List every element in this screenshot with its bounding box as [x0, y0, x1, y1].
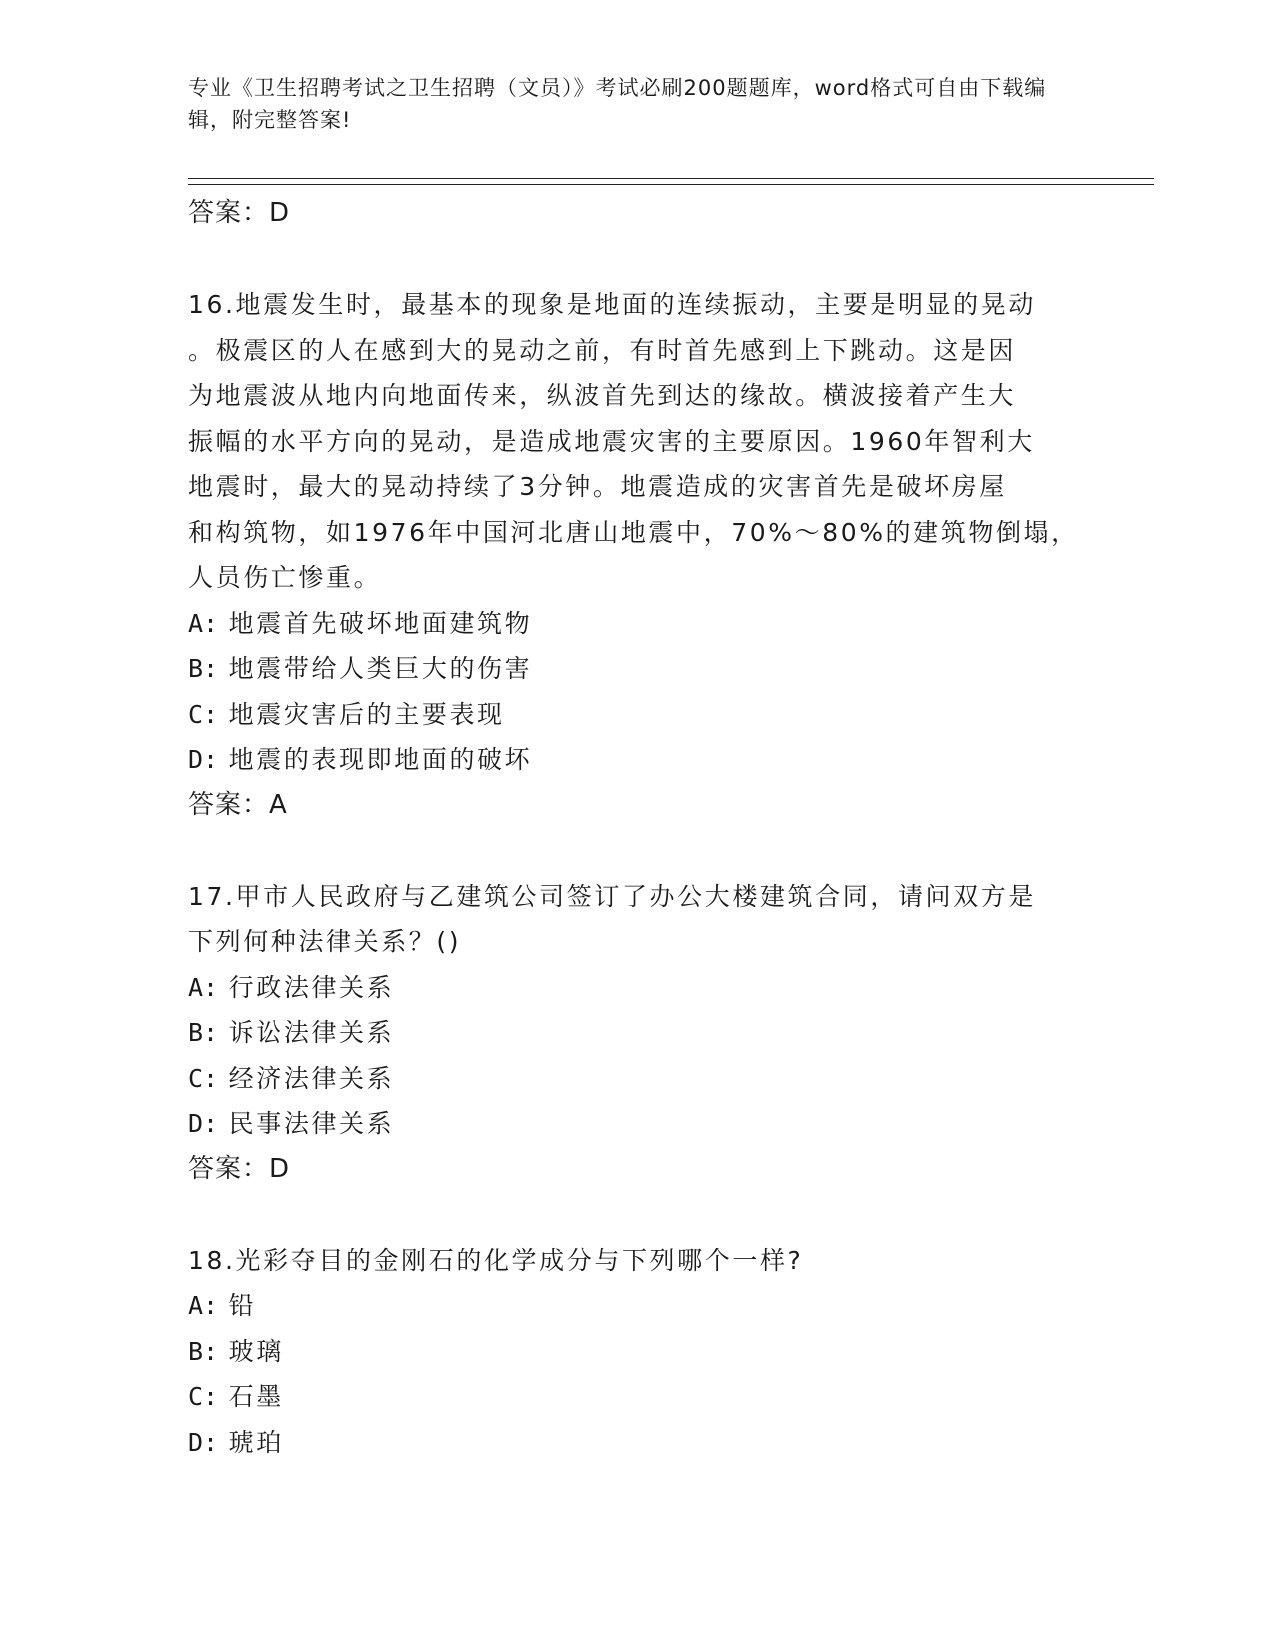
question-text-line: 16.地震发生时，最基本的现象是地面的连续振动，主要是明显的晃动: [188, 290, 1036, 319]
option-d: [188, 1101, 1088, 1147]
option-letter: C:: [188, 699, 219, 729]
question-text-line: 为地震波从地内向地面传来，纵波首先到达的缘故。横波接着产生大: [188, 381, 1017, 410]
option-d: [188, 737, 1088, 783]
option-letter: C:: [188, 1382, 219, 1411]
option-b: [188, 646, 1088, 692]
header-rule-top: [188, 178, 1154, 179]
option-text: 地震的表现即地面的破坏: [228, 745, 533, 774]
question-text-line: 振幅的水平方向的晃动，是造成地震灾害的主要原因。1960年智利大: [188, 426, 1035, 456]
option-text: 地震带给人类巨大的伤害: [228, 654, 533, 683]
option-b: [188, 1329, 1088, 1375]
header-rule-bottom: [188, 184, 1154, 185]
option-letter: B:: [188, 1336, 219, 1366]
option-letter: D:: [188, 745, 219, 774]
option-text: 琥珀: [228, 1427, 284, 1457]
spacer: [188, 828, 1088, 874]
option-b: [188, 1010, 1088, 1056]
question-text-line: 地震时，最大的晃动持续了3分钟。地震造成的灾害首先是破坏房屋: [188, 472, 1007, 501]
option-letter: D:: [188, 1109, 219, 1138]
option-text: 民事法律关系: [228, 1109, 395, 1138]
question-text-line: 和构筑物，如1976年中国河北唐山地震中，70%～80%的建筑物倒塌，: [188, 517, 1079, 547]
option-letter: A:: [188, 1291, 219, 1320]
document-body: [188, 191, 1088, 1465]
option-a: [188, 1283, 1088, 1329]
option-text: 行政法律关系: [228, 972, 395, 1002]
question-text-line: 18.光彩夺目的金刚石的化学成分与下列哪个一样?: [188, 1245, 804, 1275]
question-text-line: 。极震区的人在感到大的晃动之前，有时首先感到上下跳动。这是因: [188, 335, 1017, 365]
option-a: [188, 965, 1088, 1011]
option-text: 地震灾害后的主要表现: [228, 699, 505, 729]
answer-label: 答案：A: [188, 789, 288, 820]
option-letter: A:: [188, 972, 219, 1002]
option-text: 石墨: [228, 1382, 284, 1411]
question-18: [188, 1238, 1088, 1466]
option-text: 诉讼法律关系: [228, 1018, 395, 1047]
question-16: [188, 282, 1088, 828]
option-c: [188, 1374, 1088, 1420]
document-header: 专业《卫生招聘考试之卫生招聘（文员）》考试必刷200题题库，word格式可自由下载编辑，附完整答案!: [188, 76, 1047, 132]
option-letter: A:: [188, 608, 219, 638]
question-text-line: 17.甲市人民政府与乙建筑公司签订了办公大楼建筑合同，请问双方是: [188, 881, 1036, 911]
option-c: [188, 692, 1088, 738]
option-letter: D:: [188, 1427, 219, 1457]
option-text: 玻璃: [228, 1336, 284, 1366]
option-letter: B:: [188, 1018, 219, 1047]
option-text: 地震首先破坏地面建筑物: [228, 608, 533, 638]
question-text-line: 人员伤亡惨重。: [188, 563, 382, 592]
option-letter: C:: [188, 1063, 219, 1093]
option-c: [188, 1056, 1088, 1102]
option-a: [188, 601, 1088, 647]
option-letter: B:: [188, 654, 219, 683]
answer-label: 答案：D: [188, 198, 291, 228]
spacer: [188, 1192, 1088, 1238]
option-text: 铅: [228, 1291, 257, 1320]
option-text: 经济法律关系: [228, 1063, 395, 1093]
option-d: [188, 1420, 1088, 1466]
question-text-line: 下列何种法律关系？(): [188, 927, 462, 956]
question-17: [188, 874, 1088, 1193]
spacer: [188, 237, 1088, 283]
answer-label: 答案：D: [188, 1153, 291, 1184]
